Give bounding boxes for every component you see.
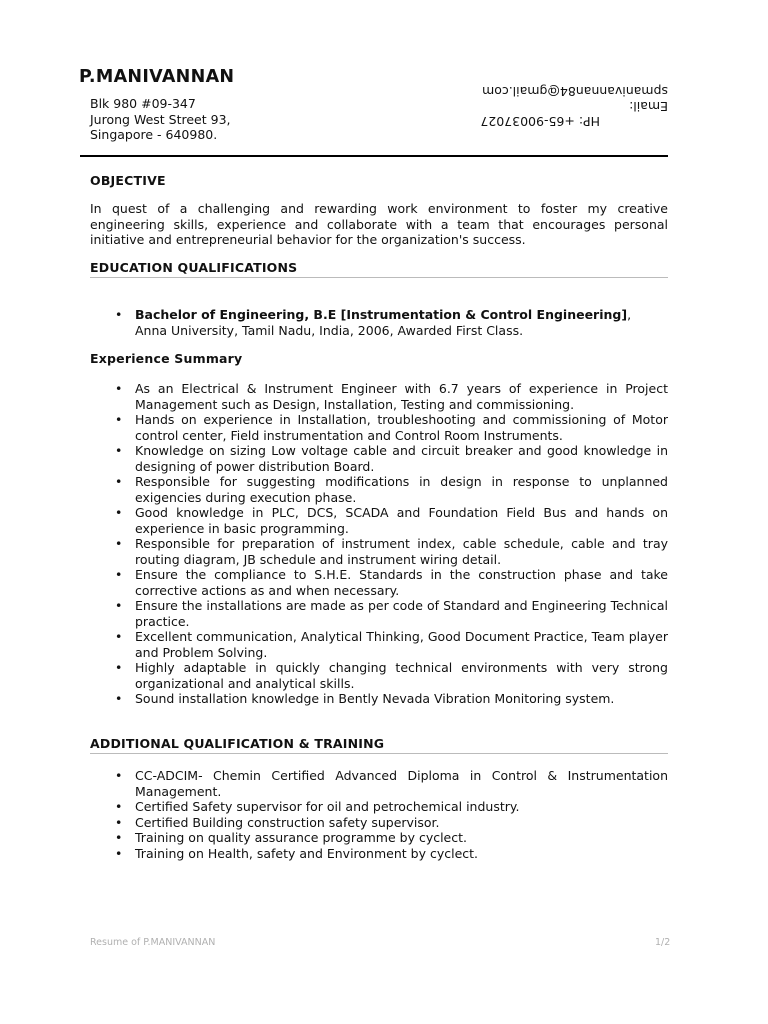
address-line: Singapore - 640980. [90, 127, 218, 142]
list-item: • Good knowledge in PLC, DCS, SCADA and Foundation Field Bus and hands on experience in basic programming. [90, 505, 668, 536]
list-item: • Knowledge on sizing Low voltage cable and circuit breaker and good knowledge in designing of power distribution Board. [90, 443, 668, 474]
experience-heading: Experience Summary [90, 351, 243, 366]
education-heading: EDUCATION QUALIFICATIONS [90, 260, 668, 278]
contact-block-inverted [392, 83, 668, 129]
address-line: Jurong West Street 93, [90, 111, 231, 127]
phone-number: HP: +65-90037027 [480, 114, 600, 129]
list-item: • Ensure the compliance to S.H.E. Standards in the construction phase and take corrective actions as and when necessary. [90, 567, 668, 598]
email-label: Email: [629, 99, 668, 114]
degree-title: Bachelor of Engineering, B.E [Instrumentation & Control Engineering] [135, 307, 628, 322]
email-address: spmanivannan84@gmail.com [482, 84, 668, 99]
list-item: • Training on quality assurance programme by cyclect. [90, 830, 668, 846]
header-divider [80, 155, 668, 157]
list-item: • As an Electrical & Instrument Engineer with 6.7 years of experience in Project Management such as Design, Installation, Testing and commissioning. [90, 381, 668, 412]
objective-heading: OBJECTIVE [90, 173, 166, 188]
list-item: • CC-ADCIM- Chemin Certified Advanced Diploma in Control & Instrumentation Management. [90, 768, 668, 799]
page-number: 1/2 [655, 937, 671, 948]
experience-list [90, 381, 668, 707]
list-item: • Certified Safety supervisor for oil and petrochemical industry. [90, 799, 668, 815]
additional-heading: ADDITIONAL QUALIFICATION & TRAINING [90, 736, 668, 754]
list-item: • Excellent communication, Analytical Thinking, Good Document Practice, Team player and Problem Solving. [90, 629, 668, 660]
footer-resume-label: Resume of P.MANIVANNAN [90, 937, 216, 948]
education-list [90, 307, 668, 338]
list-item: • Highly adaptable in quickly changing technical environments with very strong organizational and analytical skills. [90, 660, 668, 691]
additional-list [90, 768, 668, 861]
list-item: • Sound installation knowledge in Bently Nevada Vibration Monitoring system. [90, 691, 668, 707]
list-item: • Ensure the installations are made as per code of Standard and Engineering Technical practice. [90, 598, 668, 629]
list-item: • Hands on experience in Installation, troubleshooting and commissioning of Motor control center, Field instrumentation and Control Room Instruments. [90, 412, 668, 443]
list-item [90, 307, 668, 338]
list-item: • Responsible for preparation of instrument index, cable schedule, cable and tray routing diagram, JB schedule and instrument wiring detail. [90, 536, 668, 567]
degree-details: Anna University, Tamil Nadu, India, 2006, Awarded First Class. [135, 322, 524, 338]
list-item: • Certified Building construction safety supervisor. [90, 815, 668, 831]
list-item: • Training on Health, safety and Environment by cyclect. [90, 846, 668, 862]
address-block [90, 96, 231, 143]
candidate-name: P.MANIVANNAN [79, 67, 235, 87]
list-item: • Responsible for suggesting modifications in design in response to unplanned exigencies during execution phase. [90, 474, 668, 505]
objective-text: In quest of a challenging and rewarding work environment to foster my creative engineering skills, experience and collaborate with a team that encourages personal initiative and entrepreneurial behavior for the organization's success. [90, 201, 668, 247]
address-line: Blk 980 #09-347 [90, 96, 196, 111]
degree-suffix: , [627, 307, 632, 322]
